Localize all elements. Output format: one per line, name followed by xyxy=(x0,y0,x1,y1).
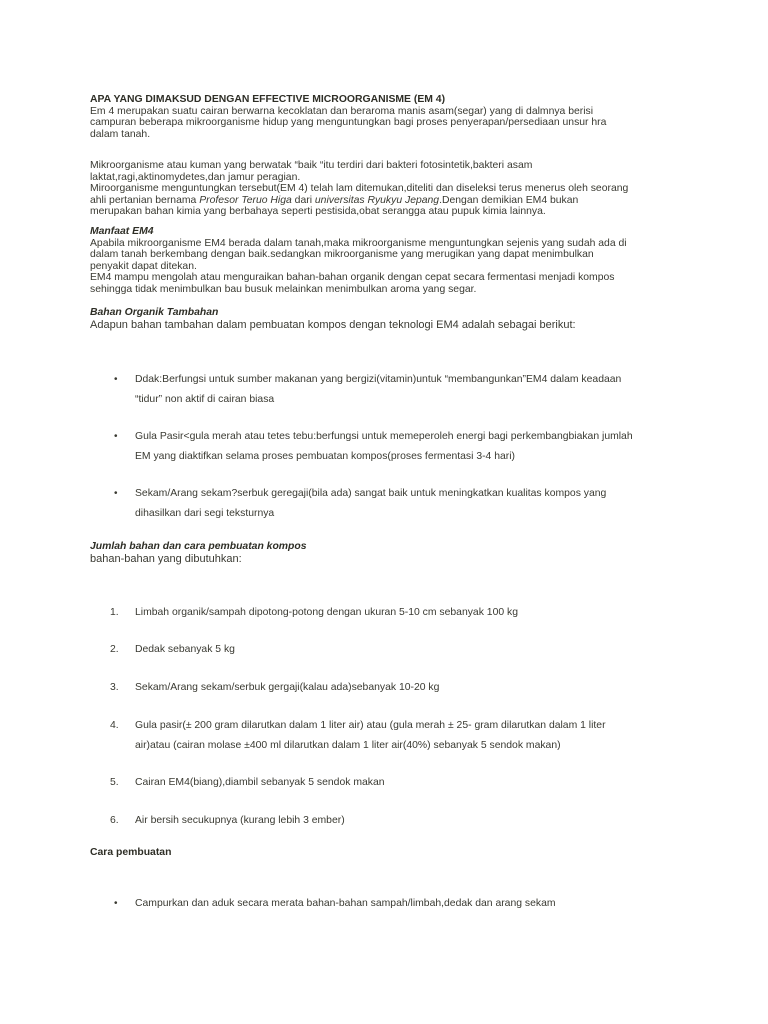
paragraph-line xyxy=(90,195,690,207)
document-title: APA YANG DIMAKSUD DENGAN EFFECTIVE MICROORGANISME (EM 4) xyxy=(90,94,446,105)
list-item-line: Ddak:Berfungsi untuk sumber makanan yang bergizi(vitamin)untuk “membangunkan”EM4 dalam keadaan xyxy=(135,374,622,385)
section-heading: Jumlah bahan dan cara pembuatan kompos xyxy=(90,541,307,552)
item-number: 4. xyxy=(110,720,119,731)
list-item-line: Cairan EM4(biang),diambil sebanyak 5 sendok makan xyxy=(135,777,385,788)
paragraph-line: Adapun bahan tambahan dalam pembuatan kompos dengan teknologi EM4 adalah sebagai berikut: xyxy=(90,318,576,331)
item-number: 5. xyxy=(110,777,119,788)
text-run: dari xyxy=(291,194,315,206)
paragraph-line: bahan-bahan yang dibutuhkan: xyxy=(90,552,242,565)
text-run: .Dengan demikian EM4 bukan xyxy=(439,194,579,206)
section-heading: Manfaat EM4 xyxy=(90,226,154,237)
list-item-line: Air bersih secukupnya (kurang lebih 3 ember) xyxy=(135,815,345,826)
paragraph-line: Miroorganisme menguntungkan tersebut(EM 4) telah lam ditemukan,diteliti dan diseleksi terus menerus oleh seorang xyxy=(90,183,629,195)
paragraph-line: penyakit dapat ditekan. xyxy=(90,260,197,272)
list-item-line: Gula Pasir<gula merah atau tetes tebu:berfungsi untuk memeperoleh energi bagi perkembangbiakan jumlah xyxy=(135,431,633,442)
intro-line: campuran beberapa mikroorganisme hidup yang menguntungkan bagi proses penyerapan/persediaan unsur hra xyxy=(90,117,607,129)
list-item-line: EM yang diaktifkan selama proses pembuatan kompos(proses fermentasi 3-4 hari) xyxy=(135,451,516,462)
list-item-line: Campurkan dan aduk secara merata bahan-bahan sampah/limbah,dedak dan arang sekam xyxy=(135,898,556,909)
paragraph-line: dalam tanah berkembang dengan baik.sedangkan mikroorganisme yang merugikan yang dapat menimbulkan xyxy=(90,249,594,261)
list-item-line: Sekam/Arang sekam?serbuk geregaji(bila ada) sangat baik untuk meningkatkan kualitas kompos yang xyxy=(135,488,607,499)
university-name: universitas Ryukyu Jepang xyxy=(314,194,440,206)
bahan-section xyxy=(90,307,690,331)
bullet-marker: • xyxy=(114,374,118,385)
manfaat-section xyxy=(90,226,690,296)
list-item-line: “tidur” non aktif di cairan biasa xyxy=(135,394,275,405)
section-heading: Bahan Organik Tambahan xyxy=(90,307,219,318)
paragraph-line: Apabila mikroorganisme EM4 berada dalam tanah,maka mikroorganisme menguntungkan sejenis yang sudah ada di xyxy=(90,237,627,249)
cara-section xyxy=(90,847,690,859)
paragraph-line: laktat,ragi,aktinomydetes,dan jamur peragian. xyxy=(90,171,301,183)
item-number: 1. xyxy=(110,607,119,618)
list-item-line: dihasilkan dari segi teksturnya xyxy=(135,508,275,519)
item-number: 2. xyxy=(110,644,119,655)
intro-line: Em 4 merupakan suatu cairan berwarna kecoklatan dan beraroma manis asam(segar) yang di dalmnya berisi xyxy=(90,105,594,117)
paragraph-line: merupakan bahan kimia yang berbahaya seperti pestisida,obat serangga atau pupuk kimia lainnya. xyxy=(90,206,546,218)
professor-name: Profesor Teruo Higa xyxy=(199,194,292,206)
intro-section xyxy=(90,94,690,140)
intro-line: dalam tanah. xyxy=(90,128,151,140)
list-item-line: Gula pasir(± 200 gram dilarutkan dalam 1 liter air) atau (gula merah ± 25- gram dilarutkan dalam 1 liter xyxy=(135,720,606,731)
bullet-marker: • xyxy=(114,898,118,909)
list-item-line: air)atau (cairan molase ±400 ml dilarutkan dalam 1 liter air(40%) sebanyak 5 sendok makan) xyxy=(135,740,561,751)
item-number: 3. xyxy=(110,682,119,693)
item-number: 6. xyxy=(110,815,119,826)
microorganism-paragraph xyxy=(90,160,690,218)
jumlah-section xyxy=(90,541,690,565)
bullet-marker: • xyxy=(114,488,118,499)
text-run: ahli pertanian bernama xyxy=(90,194,200,206)
list-item-line: Dedak sebanyak 5 kg xyxy=(135,644,235,655)
section-heading: Cara pembuatan xyxy=(90,847,172,858)
list-item-line: Limbah organik/sampah dipotong-potong dengan ukuran 5-10 cm sebanyak 100 kg xyxy=(135,607,518,618)
paragraph-line: sehingga tidak menimbulkan bau busuk melainkan menimbulkan aroma yang segar. xyxy=(90,283,477,295)
paragraph-line: Mikroorganisme atau kuman yang berwatak “baik “itu terdiri dari bakteri fotosintetik,bakteri asam xyxy=(90,160,533,171)
paragraph-line: EM4 mampu mengolah atau menguraikan bahan-bahan organik dengan cepat secara fermentasi menjadi kompos xyxy=(90,272,615,284)
bullet-marker: • xyxy=(114,431,118,442)
list-item-line: Sekam/Arang sekam/serbuk gergaji(kalau ada)sebanyak 10-20 kg xyxy=(135,682,440,693)
